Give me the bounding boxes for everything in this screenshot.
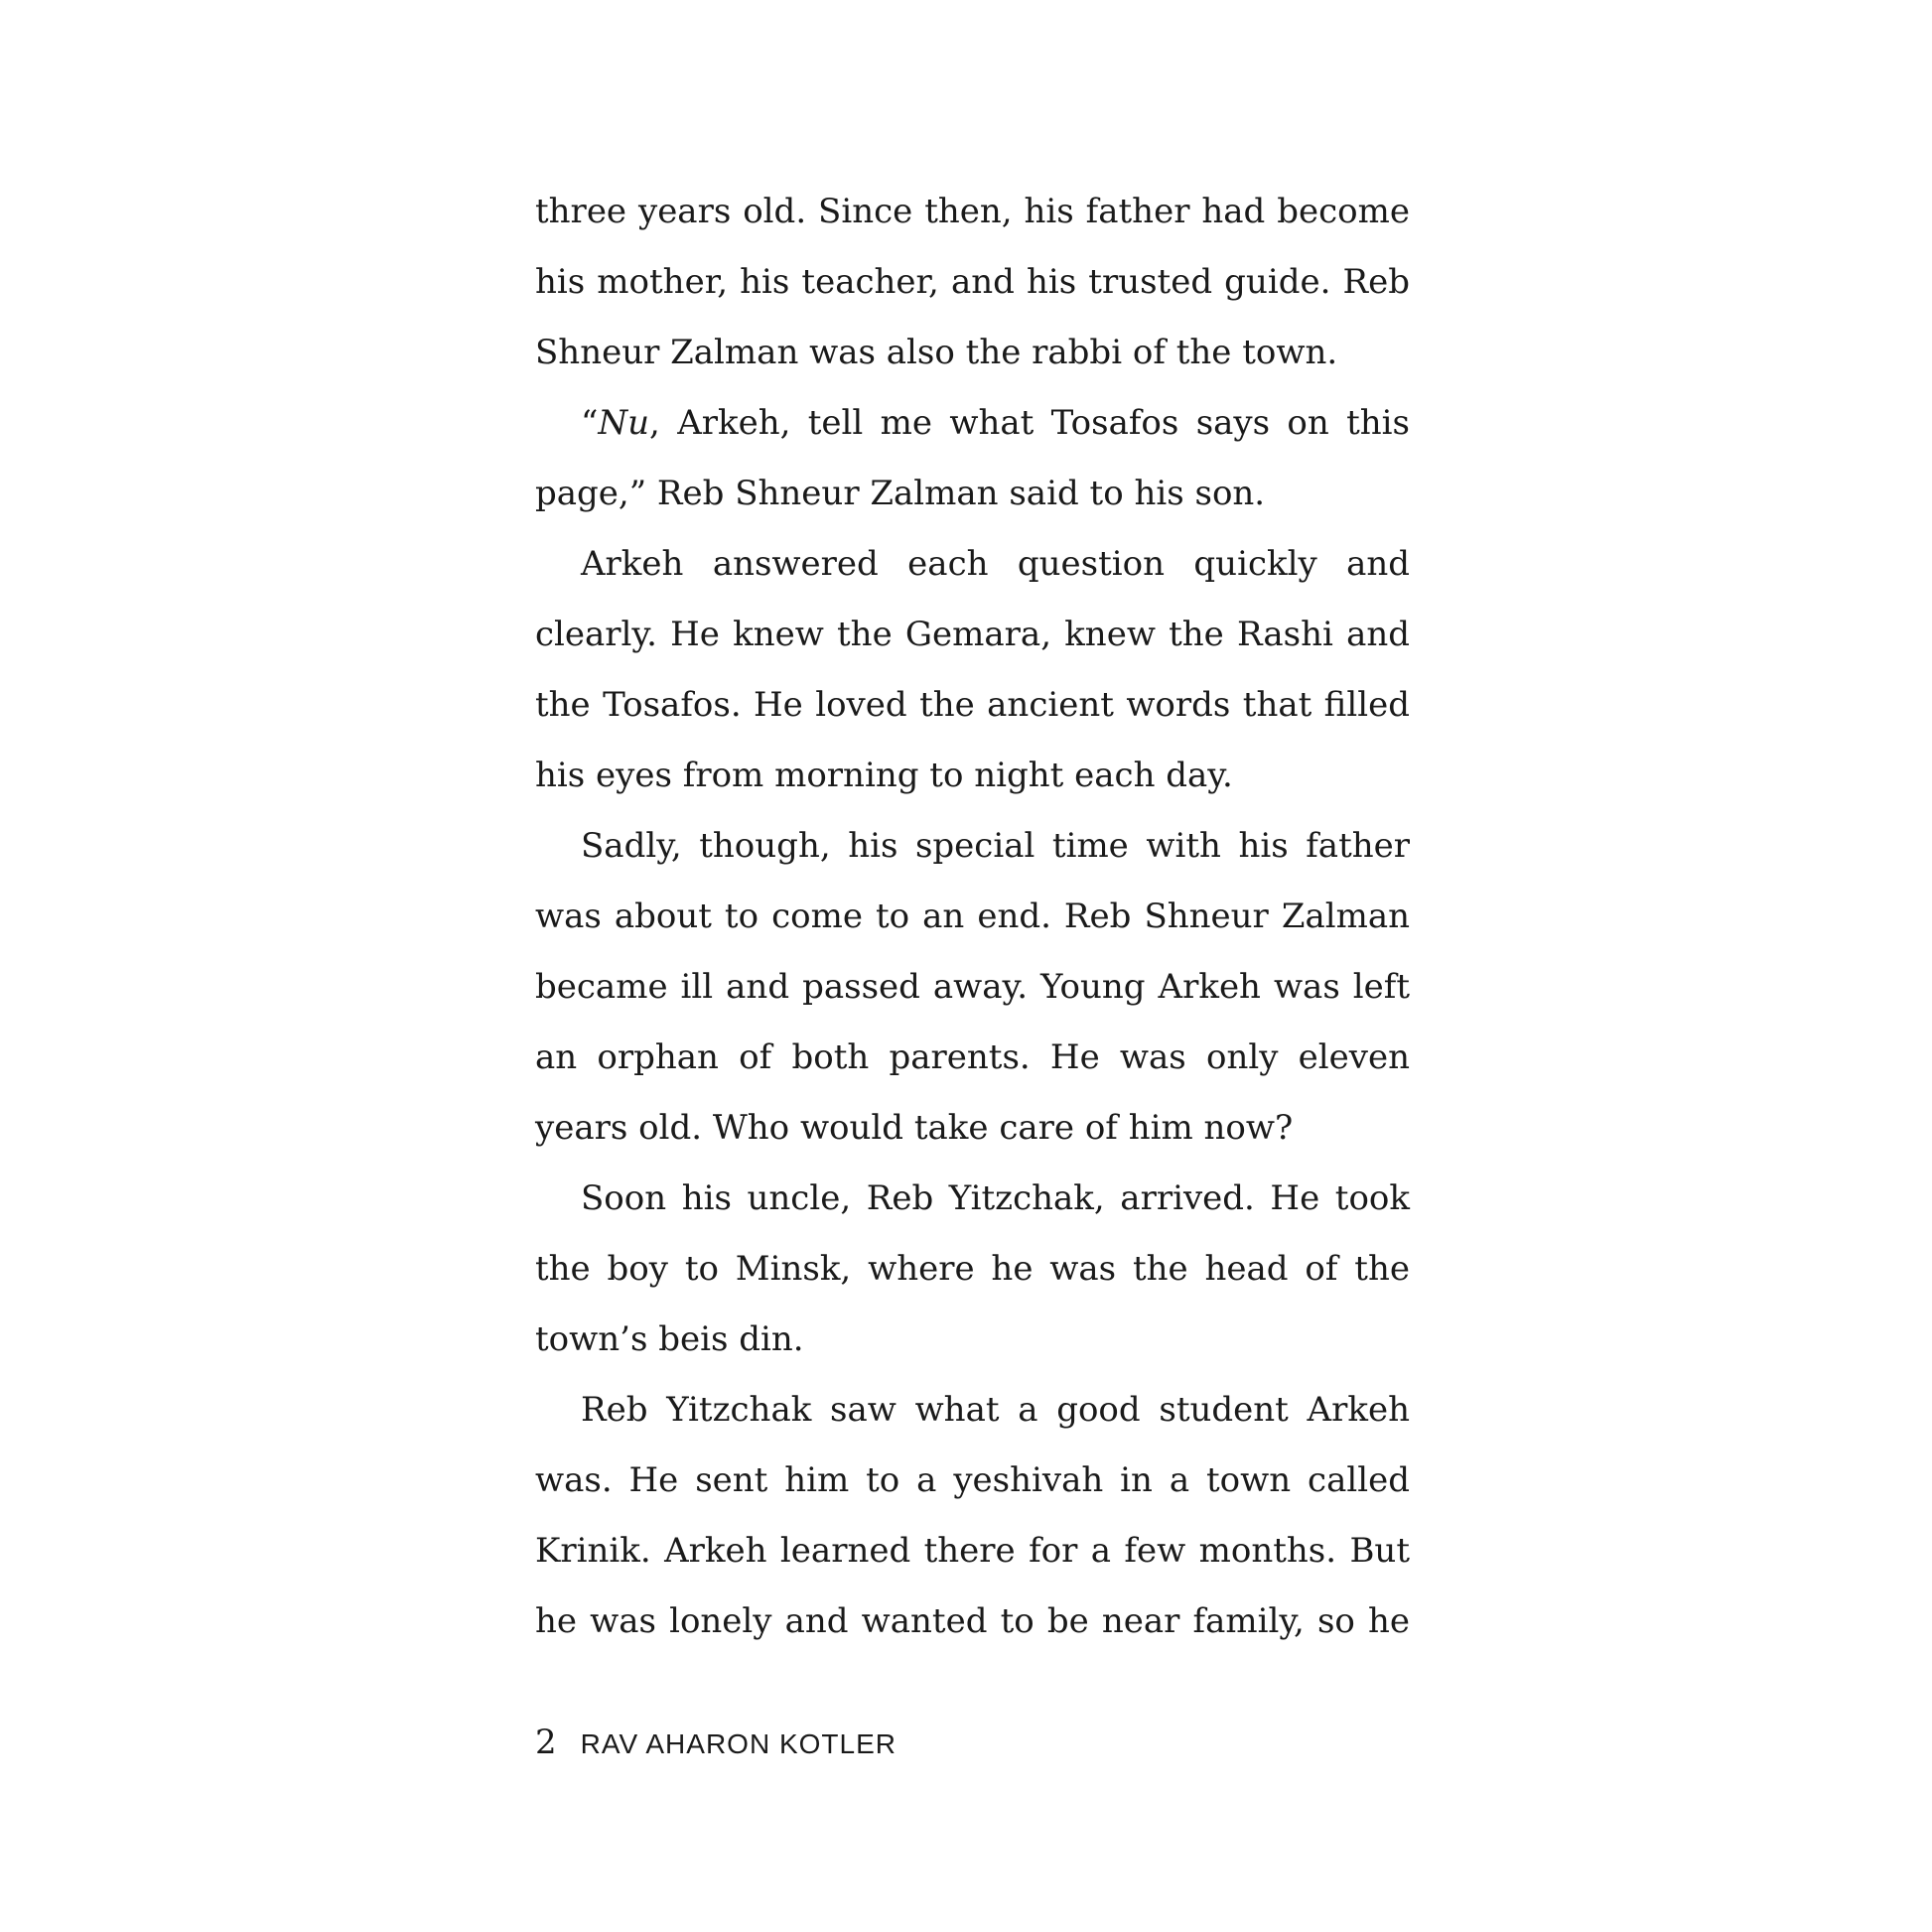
text-line: Krinik. Arkeh learned there for a few months. But — [535, 1531, 1410, 1571]
text-line: years old. Who would take care of him now? — [535, 1108, 1294, 1148]
text-line: his mother, his teacher, and his trusted guide. Reb — [535, 262, 1410, 302]
text-line: page,” Reb Shneur Zalman said to his son. — [535, 474, 1266, 513]
text-line: clearly. He knew the Gemara, knew the Rashi and — [535, 615, 1410, 654]
text-line: Reb Yitzchak saw what a good student Arkeh — [581, 1390, 1410, 1430]
text-line: Shneur Zalman was also the rabbi of the town. — [535, 333, 1338, 372]
text-line: the boy to Minsk, where he was the head of the — [535, 1249, 1410, 1289]
page-text — [535, 109, 1410, 1657]
text-line: the Tosafos. He loved the ancient words that filled — [535, 685, 1410, 725]
italic-word: Nu — [598, 403, 650, 443]
text-line: Arkeh answered each question quickly and — [581, 544, 1410, 584]
text-line: three years old. Since then, his father had become — [535, 192, 1410, 231]
page-number: 2 — [535, 1723, 557, 1762]
text-line: was about to come to an end. Reb Shneur Zalman — [535, 897, 1410, 936]
text-line: became ill and passed away. Young Arkeh was left — [535, 967, 1410, 1007]
text-line: Sadly, though, his special time with his father — [581, 826, 1410, 866]
page-footer — [535, 1723, 897, 1762]
text-line: an orphan of both parents. He was only eleven — [535, 1037, 1410, 1077]
running-title: RAV AHARON KOTLER — [580, 1728, 897, 1759]
text-line: town’s beis din. — [535, 1319, 804, 1359]
text-line: Soon his uncle, Reb Yitzchak, arrived. He took — [581, 1178, 1410, 1218]
text-line: he was lonely and wanted to be near family, so he — [535, 1601, 1410, 1641]
book-page — [517, 109, 1410, 1797]
text-line-dialogue: “Nu, Arkeh, tell me what Tosafos says on this — [581, 403, 1410, 443]
text-line: was. He sent him to a yeshivah in a town called — [535, 1460, 1410, 1500]
text-line: his eyes from morning to night each day. — [535, 756, 1233, 795]
